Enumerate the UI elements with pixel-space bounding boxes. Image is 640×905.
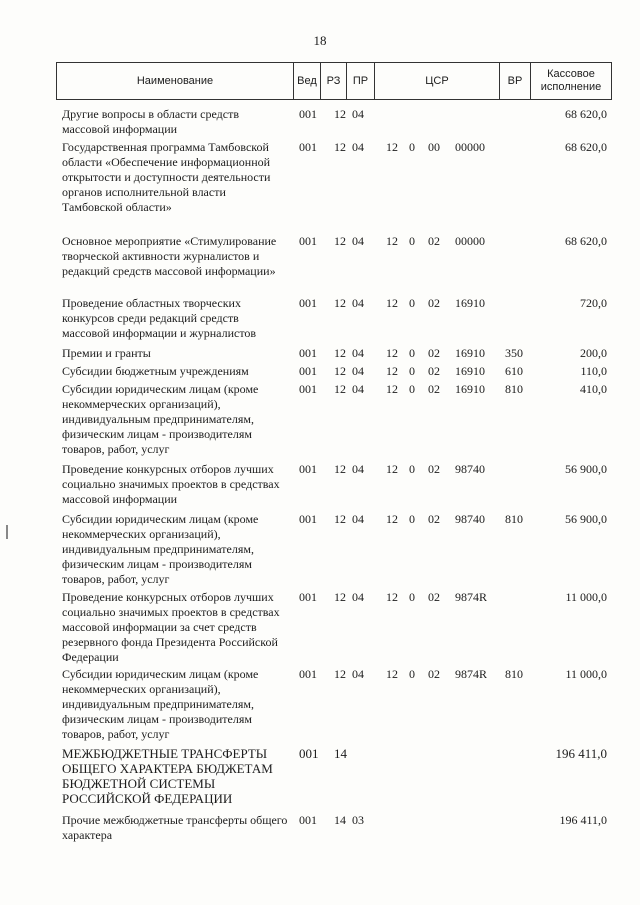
row-ved: 001 xyxy=(299,746,319,761)
row-sum: 68 620,0 xyxy=(565,234,607,248)
row-sum: 196 411,0 xyxy=(555,746,607,761)
row-csr-subprogram: 0 xyxy=(409,512,415,526)
row-vr: 610 xyxy=(505,364,523,378)
row-ved: 001 xyxy=(299,364,317,378)
row-pr: 04 xyxy=(352,107,364,121)
row-csr-direction: 00000 xyxy=(455,140,485,154)
row-name: Прочие межбюджетные трансферты общего характера xyxy=(62,813,288,842)
row-name: Субсидии юридическим лицам (кроме некоммерческих организаций), индивидуальным предпринимателям, физическим лицам - производителям товаров, работ, услуг xyxy=(62,667,259,741)
row-csr-activity: 02 xyxy=(428,667,440,681)
row-rz: 12 xyxy=(334,512,346,526)
row-name: Государственная программа Тамбовской области «Обеспечение информационной открытости и доступности деятельности органов исполнительной власти Тамбовской области» xyxy=(62,140,271,214)
row-csr-direction: 16910 xyxy=(455,382,485,396)
row-csr-direction: 16910 xyxy=(455,296,485,310)
row-name: Другие вопросы в области средств массовой информации xyxy=(62,107,240,136)
row-sum: 196 411,0 xyxy=(559,813,607,827)
row-csr-subprogram: 0 xyxy=(409,234,415,248)
row-csr-subprogram: 0 xyxy=(409,667,415,681)
row-csr-subprogram: 0 xyxy=(409,140,415,154)
row-pr: 04 xyxy=(352,462,364,476)
row-rz: 12 xyxy=(334,667,346,681)
row-ved: 001 xyxy=(299,107,317,121)
row-sum: 56 900,0 xyxy=(565,462,607,476)
row-name: Субсидии юридическим лицам (кроме некоммерческих организаций), индивидуальным предпринимателям, физическим лицам - производителям товаров, работ, услуг xyxy=(62,382,259,456)
row-csr-program: 12 xyxy=(386,512,398,526)
row-rz: 12 xyxy=(334,590,346,604)
row-name: Проведение областных творческих конкурсов среди редакций средств массовой информации и журналистов xyxy=(62,296,257,340)
row-rz: 12 xyxy=(334,234,346,248)
row-csr-activity: 02 xyxy=(428,382,440,396)
row-csr-program: 12 xyxy=(386,140,398,154)
row-csr-direction: 16910 xyxy=(455,346,485,360)
row-rz: 14 xyxy=(334,813,346,827)
row-pr: 04 xyxy=(352,364,364,378)
row-csr-direction: 9874R xyxy=(455,667,488,681)
row-sum: 11 000,0 xyxy=(565,667,607,681)
row-ved: 001 xyxy=(299,512,317,526)
row-vr: 810 xyxy=(505,382,523,396)
row-csr-subprogram: 0 xyxy=(409,364,415,378)
header-rz: РЗ xyxy=(320,62,346,100)
header-sum: Кассовое исполнение xyxy=(530,62,612,100)
row-ved: 001 xyxy=(299,382,317,396)
row-csr-program: 12 xyxy=(386,590,398,604)
row-vr: 810 xyxy=(505,512,523,526)
row-ved: 001 xyxy=(299,140,317,154)
row-csr-program: 12 xyxy=(386,382,398,396)
row-ved: 001 xyxy=(299,813,317,827)
row-csr-activity: 02 xyxy=(428,364,440,378)
row-csr-program: 12 xyxy=(386,364,398,378)
row-name: Проведение конкурсных отборов лучших социально значимых проектов в средствах массовой информации xyxy=(62,462,280,506)
row-sum: 110,0 xyxy=(580,364,607,378)
row-csr-direction: 16910 xyxy=(455,364,485,378)
row-rz: 12 xyxy=(334,382,346,396)
row-rz: 12 xyxy=(334,346,346,360)
row-pr: 04 xyxy=(352,296,364,310)
row-name: Проведение конкурсных отборов лучших социально значимых проектов в средствах массовой информации за счет средств резервного фонда Президента Российской Федерации xyxy=(62,590,280,664)
row-pr: 04 xyxy=(352,140,364,154)
row-ved: 001 xyxy=(299,667,317,681)
row-pr: 03 xyxy=(352,813,364,827)
row-csr-activity: 02 xyxy=(428,234,440,248)
row-sum: 11 000,0 xyxy=(565,590,607,604)
row-sum: 200,0 xyxy=(580,346,607,360)
row-csr-program: 12 xyxy=(386,667,398,681)
row-ved: 001 xyxy=(299,296,317,310)
row-ved: 001 xyxy=(299,590,317,604)
row-sum: 56 900,0 xyxy=(565,512,607,526)
row-rz: 14 xyxy=(334,746,347,761)
row-pr: 04 xyxy=(352,512,364,526)
row-ved: 001 xyxy=(299,346,317,360)
row-csr-subprogram: 0 xyxy=(409,462,415,476)
row-csr-program: 12 xyxy=(386,462,398,476)
header-vr: ВР xyxy=(499,62,530,100)
row-pr: 04 xyxy=(352,346,364,360)
row-csr-activity: 02 xyxy=(428,462,440,476)
row-pr: 04 xyxy=(352,667,364,681)
row-vr: 810 xyxy=(505,667,523,681)
row-csr-subprogram: 0 xyxy=(409,382,415,396)
row-ved: 001 xyxy=(299,462,317,476)
row-name: Премии и гранты xyxy=(62,346,151,360)
row-pr: 04 xyxy=(352,234,364,248)
row-csr-direction: 00000 xyxy=(455,234,485,248)
row-rz: 12 xyxy=(334,364,346,378)
row-csr-direction: 98740 xyxy=(455,512,485,526)
header-name: Наименование xyxy=(56,62,293,100)
header-csr: ЦСР xyxy=(374,62,499,100)
row-sum: 68 620,0 xyxy=(565,140,607,154)
row-csr-direction: 98740 xyxy=(455,462,485,476)
row-pr: 04 xyxy=(352,382,364,396)
header-pr: ПР xyxy=(346,62,374,100)
row-pr: 04 xyxy=(352,590,364,604)
row-csr-activity: 02 xyxy=(428,590,440,604)
row-ved: 001 xyxy=(299,234,317,248)
row-rz: 12 xyxy=(334,107,346,121)
row-csr-subprogram: 0 xyxy=(409,590,415,604)
row-csr-subprogram: 0 xyxy=(409,346,415,360)
row-csr-subprogram: 0 xyxy=(409,296,415,310)
row-rz: 12 xyxy=(334,296,346,310)
page-number: 18 xyxy=(313,33,327,48)
row-rz: 12 xyxy=(334,462,346,476)
row-name: Основное мероприятие «Стимулирование творческой активности журналистов и редакций средств массовой информации» xyxy=(62,234,277,278)
header-ved: Вед xyxy=(293,62,320,100)
row-csr-activity: 02 xyxy=(428,512,440,526)
row-sum: 410,0 xyxy=(580,382,607,396)
row-rz: 12 xyxy=(334,140,346,154)
row-sum: 720,0 xyxy=(580,296,607,310)
scan-margin-mark xyxy=(6,525,8,539)
row-csr-activity: 02 xyxy=(428,346,440,360)
row-csr-program: 12 xyxy=(386,346,398,360)
row-name: МЕЖБЮДЖЕТНЫЕ ТРАНСФЕРТЫ ОБЩЕГО ХАРАКТЕРА БЮДЖЕТАМ БЮДЖЕТНОЙ СИСТЕМЫ РОССИЙСКОЙ ФЕДЕРАЦИИ xyxy=(62,746,273,806)
row-csr-direction: 9874R xyxy=(455,590,488,604)
row-sum: 68 620,0 xyxy=(565,107,607,121)
row-csr-program: 12 xyxy=(386,296,398,310)
row-csr-activity: 00 xyxy=(428,140,440,154)
row-vr: 350 xyxy=(505,346,523,360)
row-csr-activity: 02 xyxy=(428,296,440,310)
row-csr-program: 12 xyxy=(386,234,398,248)
row-name: Субсидии бюджетным учреждениям xyxy=(62,364,249,378)
row-name: Субсидии юридическим лицам (кроме некоммерческих организаций), индивидуальным предпринимателям, физическим лицам - производителям товаров, работ, услуг xyxy=(62,512,259,586)
